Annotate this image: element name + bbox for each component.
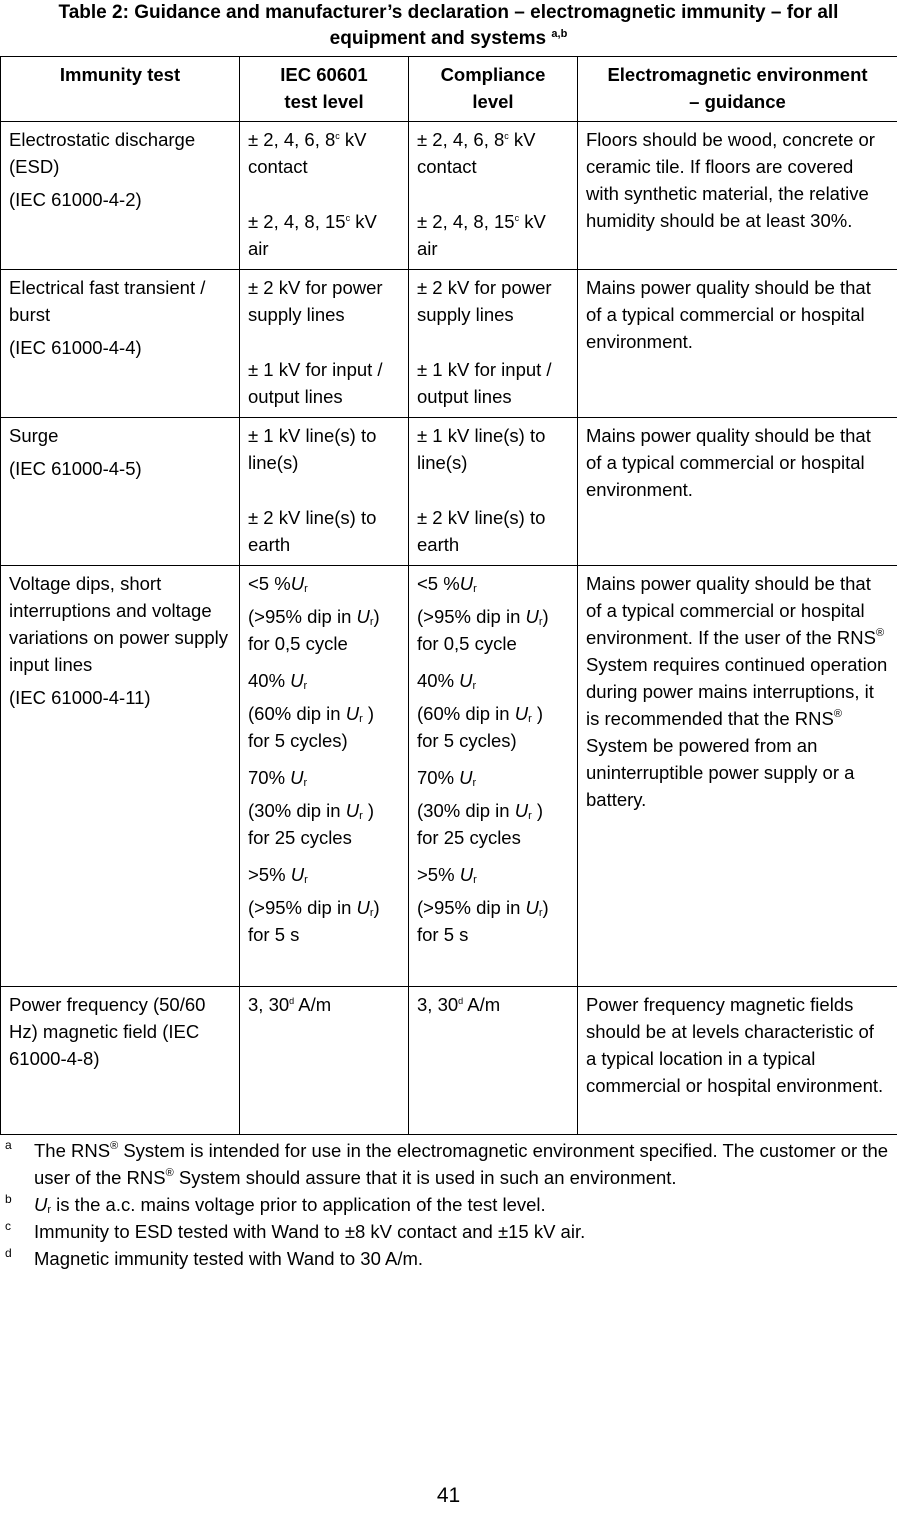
dip-duration: for 0,5 cycle xyxy=(417,633,517,654)
title-line-1: Table 2: Guidance and manufacturer’s declaration – electromagnetic immunity – for all xyxy=(58,2,839,23)
footnote-c xyxy=(0,1218,897,1245)
cell-guidance xyxy=(578,566,897,987)
voltage-subscript: r xyxy=(528,810,532,822)
voltage-symbol: U xyxy=(525,897,539,918)
voltage-subscript: r xyxy=(47,1204,52,1216)
test-name: Voltage dips, short interruptions and voltage variations on power supply input lines xyxy=(9,573,229,675)
voltage-subscript: r xyxy=(359,713,363,725)
voltage-symbol: U xyxy=(459,767,473,788)
level-contact xyxy=(248,126,400,180)
voltage-symbol: U xyxy=(345,703,360,724)
dip-residual xyxy=(417,861,569,888)
level-text: ± 2, 4, 8, 15 xyxy=(248,211,346,232)
level-unit: kV contact xyxy=(248,129,367,177)
dip-text: (>95% dip in xyxy=(417,606,526,627)
voltage-symbol: U xyxy=(459,670,473,691)
registered-mark: ® xyxy=(165,1167,174,1179)
table-title xyxy=(0,0,897,52)
footnote-ref: c xyxy=(514,213,520,223)
cell-compliance-level xyxy=(409,418,578,566)
cell-guidance: Floors should be wood, concrete or ceramic tile. If floors are covered with synthetic material, the relative humidity should be at least 30%. xyxy=(578,122,897,270)
dip-description xyxy=(248,894,400,921)
table-row xyxy=(1,270,897,418)
voltage-subscript: r xyxy=(359,810,363,822)
table-row xyxy=(1,122,897,270)
footnote-marker: c xyxy=(5,1219,11,1233)
footnote-marker: a xyxy=(5,1138,12,1152)
footnote-ref: c xyxy=(335,131,340,141)
dip-text: (60% dip in xyxy=(417,703,515,724)
cell-test xyxy=(1,418,240,566)
voltage-symbol: U xyxy=(459,573,474,594)
level-io: ± 1 kV for input / output lines xyxy=(248,359,383,407)
voltage-subscript: r xyxy=(472,777,477,789)
level-unit: A/m xyxy=(294,994,332,1015)
dip-text: (30% dip in xyxy=(417,800,515,821)
title-line-2-text: equipment and systems xyxy=(329,28,547,49)
title-footnote-ref: a,b xyxy=(551,28,568,40)
voltage-subscript: r xyxy=(538,907,543,919)
header-guidance-l2: – guidance xyxy=(689,91,786,112)
dip-text-end: ) xyxy=(373,606,380,627)
dip-level xyxy=(417,861,569,948)
level-text: 3, 30 xyxy=(248,994,290,1015)
title-line-2 xyxy=(0,26,897,52)
voltage-symbol: U xyxy=(345,800,360,821)
dip-text: (>95% dip in xyxy=(417,897,526,918)
cell-test xyxy=(1,270,240,418)
dip-description xyxy=(248,797,400,824)
cell-test xyxy=(1,566,240,987)
cell-test xyxy=(1,122,240,270)
cell-test-level xyxy=(240,122,409,270)
footnote-text: System is intended for use in the electromagnetic environment specified. The customer or the user of the RNS xyxy=(34,1140,889,1188)
table-row xyxy=(1,566,897,987)
level-text: ± 2, 4, 6, 8 xyxy=(248,129,336,150)
dip-text: (>95% dip in xyxy=(248,606,357,627)
dip-duration: for 5 cycles) xyxy=(248,730,348,751)
cell-test-level xyxy=(240,418,409,566)
voltage-symbol: U xyxy=(525,606,539,627)
level-line: ± 1 kV line(s) to line(s) xyxy=(248,425,377,473)
voltage-subscript: r xyxy=(303,680,308,692)
dip-level xyxy=(248,570,400,657)
footnote-a xyxy=(0,1137,897,1191)
dip-duration: for 25 cycles xyxy=(417,827,521,848)
voltage-subscript: r xyxy=(473,874,477,886)
guidance-part-2: System requires continued operation during power mains interruptions, it is recommended that the RNS xyxy=(586,654,888,729)
dip-residual xyxy=(248,570,400,597)
voltage-subscript: r xyxy=(303,777,308,789)
dip-residual-text: >5% xyxy=(417,864,460,885)
dip-duration: for 5 s xyxy=(248,924,300,945)
header-guidance-l1: Electromagnetic environment xyxy=(607,64,868,85)
header-test-level xyxy=(240,57,409,122)
test-name: Electrostatic discharge (ESD) xyxy=(9,129,196,177)
voltage-symbol: U xyxy=(290,573,305,594)
dip-duration: for 25 cycles xyxy=(248,827,352,848)
dip-text: (60% dip in xyxy=(248,703,346,724)
footnote-d xyxy=(0,1245,897,1272)
level-text: ± 2, 4, 6, 8 xyxy=(417,129,505,150)
voltage-symbol: U xyxy=(514,703,529,724)
footnote-marker: d xyxy=(5,1246,12,1260)
voltage-symbol: U xyxy=(356,606,370,627)
dip-residual xyxy=(417,667,569,694)
voltage-subscript: r xyxy=(528,713,532,725)
level-unit: kV air xyxy=(417,211,546,259)
dip-text-end: ) xyxy=(373,897,380,918)
dip-residual-text: <5 % xyxy=(248,573,291,594)
registered-mark: ® xyxy=(875,627,885,639)
level-earth: ± 2 kV line(s) to earth xyxy=(248,507,377,555)
test-name: Surge xyxy=(9,425,59,446)
voltage-symbol: U xyxy=(356,897,370,918)
dip-level xyxy=(248,764,400,851)
voltage-subscript: r xyxy=(304,583,308,595)
header-compliance-level xyxy=(409,57,578,122)
guidance-part-3: System be powered from an uninterruptible power supply or a battery. xyxy=(586,735,855,810)
dip-text-end: ) xyxy=(362,703,375,724)
dip-duration: for 0,5 cycle xyxy=(248,633,348,654)
dip-description xyxy=(248,700,400,727)
footnote-ref: d xyxy=(289,996,295,1006)
table-row xyxy=(1,987,897,1135)
voltage-symbol: U xyxy=(290,767,304,788)
cell-guidance: Mains power quality should be that of a typical commercial or hospital environment. xyxy=(578,270,897,418)
dip-duration: for 5 cycles) xyxy=(417,730,517,751)
dip-text-end: ) xyxy=(362,800,375,821)
dip-residual xyxy=(417,570,569,597)
dip-description xyxy=(248,603,400,630)
level-contact xyxy=(417,126,569,180)
dip-level xyxy=(417,764,569,851)
dip-description xyxy=(417,700,569,727)
level-text: 3, 30 xyxy=(417,994,459,1015)
dip-residual-text: 40% xyxy=(248,670,291,691)
dip-residual xyxy=(248,861,400,888)
dip-level xyxy=(417,570,569,657)
dip-residual xyxy=(248,667,400,694)
header-test-level-l1: IEC 60601 xyxy=(280,64,368,85)
dip-level xyxy=(248,667,400,754)
dip-residual-text: 70% xyxy=(248,767,291,788)
dip-text: (>95% dip in xyxy=(248,897,357,918)
level-power: ± 2 kV for power supply lines xyxy=(417,277,552,325)
header-immunity-test: Immunity test xyxy=(1,57,240,122)
header-row xyxy=(1,57,897,122)
dip-text-end: ) xyxy=(531,800,544,821)
cell-compliance-level xyxy=(409,566,578,987)
dip-description xyxy=(417,603,569,630)
voltage-subscript: r xyxy=(538,616,543,628)
level-unit: A/m xyxy=(463,994,501,1015)
dip-residual-text: <5 % xyxy=(417,573,460,594)
footnote-text: The RNS xyxy=(34,1140,111,1161)
footnote-marker: b xyxy=(5,1192,12,1206)
test-standard: (IEC 61000-4-4) xyxy=(9,337,142,358)
level-air xyxy=(417,208,569,262)
registered-mark: ® xyxy=(833,708,842,720)
table-row xyxy=(1,418,897,566)
footnote-ref: c xyxy=(504,131,509,141)
cell-compliance-level xyxy=(409,270,578,418)
cell-test-level xyxy=(240,270,409,418)
header-test-level-l2: test level xyxy=(284,91,364,112)
level-unit: kV air xyxy=(248,211,377,259)
voltage-symbol: U xyxy=(290,864,305,885)
cell-guidance: Mains power quality should be that of a typical commercial or hospital environment. xyxy=(578,418,897,566)
test-standard: (IEC 61000-4-2) xyxy=(9,189,142,210)
footnote-text: is the a.c. mains voltage prior to application of the test level. xyxy=(51,1194,546,1215)
footnote-b xyxy=(0,1191,897,1218)
level-earth: ± 2 kV line(s) to earth xyxy=(417,507,546,555)
footnote-text: Magnetic immunity tested with Wand to 30 A/m. xyxy=(34,1248,424,1269)
footnote-ref: c xyxy=(345,213,351,223)
cell-compliance-level xyxy=(409,987,578,1135)
page-number: 41 xyxy=(436,1484,461,1507)
dip-level xyxy=(417,667,569,754)
footnote-text: Immunity to ESD tested with Wand to ±8 kV contact and ±15 kV air. xyxy=(34,1221,586,1242)
footnotes xyxy=(0,1137,897,1272)
dip-duration: for 5 s xyxy=(417,924,469,945)
voltage-subscript: r xyxy=(472,680,477,692)
footnote-ref: d xyxy=(458,996,464,1006)
header-guidance xyxy=(578,57,897,122)
dip-text-end: ) xyxy=(531,703,544,724)
voltage-symbol: U xyxy=(34,1194,48,1215)
dip-residual xyxy=(248,764,400,791)
footnote-text: System should assure that it is used in such an environment. xyxy=(173,1167,677,1188)
voltage-symbol: U xyxy=(514,800,529,821)
header-compliance-l1: Compliance xyxy=(440,64,546,85)
dip-residual-text: 40% xyxy=(417,670,460,691)
dip-residual xyxy=(417,764,569,791)
dip-text-end: ) xyxy=(542,606,549,627)
header-compliance-l2: level xyxy=(472,91,514,112)
level-text: ± 2, 4, 8, 15 xyxy=(417,211,515,232)
level-power: ± 2 kV for power supply lines xyxy=(248,277,383,325)
dip-text: (30% dip in xyxy=(248,800,346,821)
cell-test: Power frequency (50/60 Hz) magnetic field (IEC 61000-4-8) xyxy=(1,987,240,1135)
registered-mark: ® xyxy=(110,1140,119,1152)
cell-test-level xyxy=(240,566,409,987)
dip-description xyxy=(417,797,569,824)
voltage-symbol: U xyxy=(459,864,474,885)
level-io: ± 1 kV for input / output lines xyxy=(417,359,552,407)
cell-guidance: Power frequency magnetic fields should be at levels characteristic of a typical location in a typical commercial or hospital environment. xyxy=(578,987,897,1135)
level-unit: kV contact xyxy=(417,129,536,177)
test-standard: (IEC 61000-4-5) xyxy=(9,458,142,479)
voltage-subscript: r xyxy=(304,874,308,886)
level-air xyxy=(248,208,400,262)
test-name: Electrical fast transient / burst xyxy=(9,277,206,325)
dip-residual-text: 70% xyxy=(417,767,460,788)
voltage-subscript: r xyxy=(369,907,374,919)
dip-residual-text: >5% xyxy=(248,864,291,885)
voltage-subscript: r xyxy=(369,616,374,628)
voltage-subscript: r xyxy=(473,583,477,595)
dip-level xyxy=(248,861,400,948)
level-line: ± 1 kV line(s) to line(s) xyxy=(417,425,546,473)
dip-description xyxy=(417,894,569,921)
cell-compliance-level xyxy=(409,122,578,270)
cell-test-level xyxy=(240,987,409,1135)
voltage-symbol: U xyxy=(290,670,304,691)
guidance-part-1: Mains power quality should be that of a typical commercial or hospital environment. If the user of the RNS xyxy=(586,573,876,648)
dip-text-end: ) xyxy=(542,897,549,918)
immunity-table xyxy=(0,56,897,1135)
test-standard: (IEC 61000-4-11) xyxy=(9,687,151,708)
